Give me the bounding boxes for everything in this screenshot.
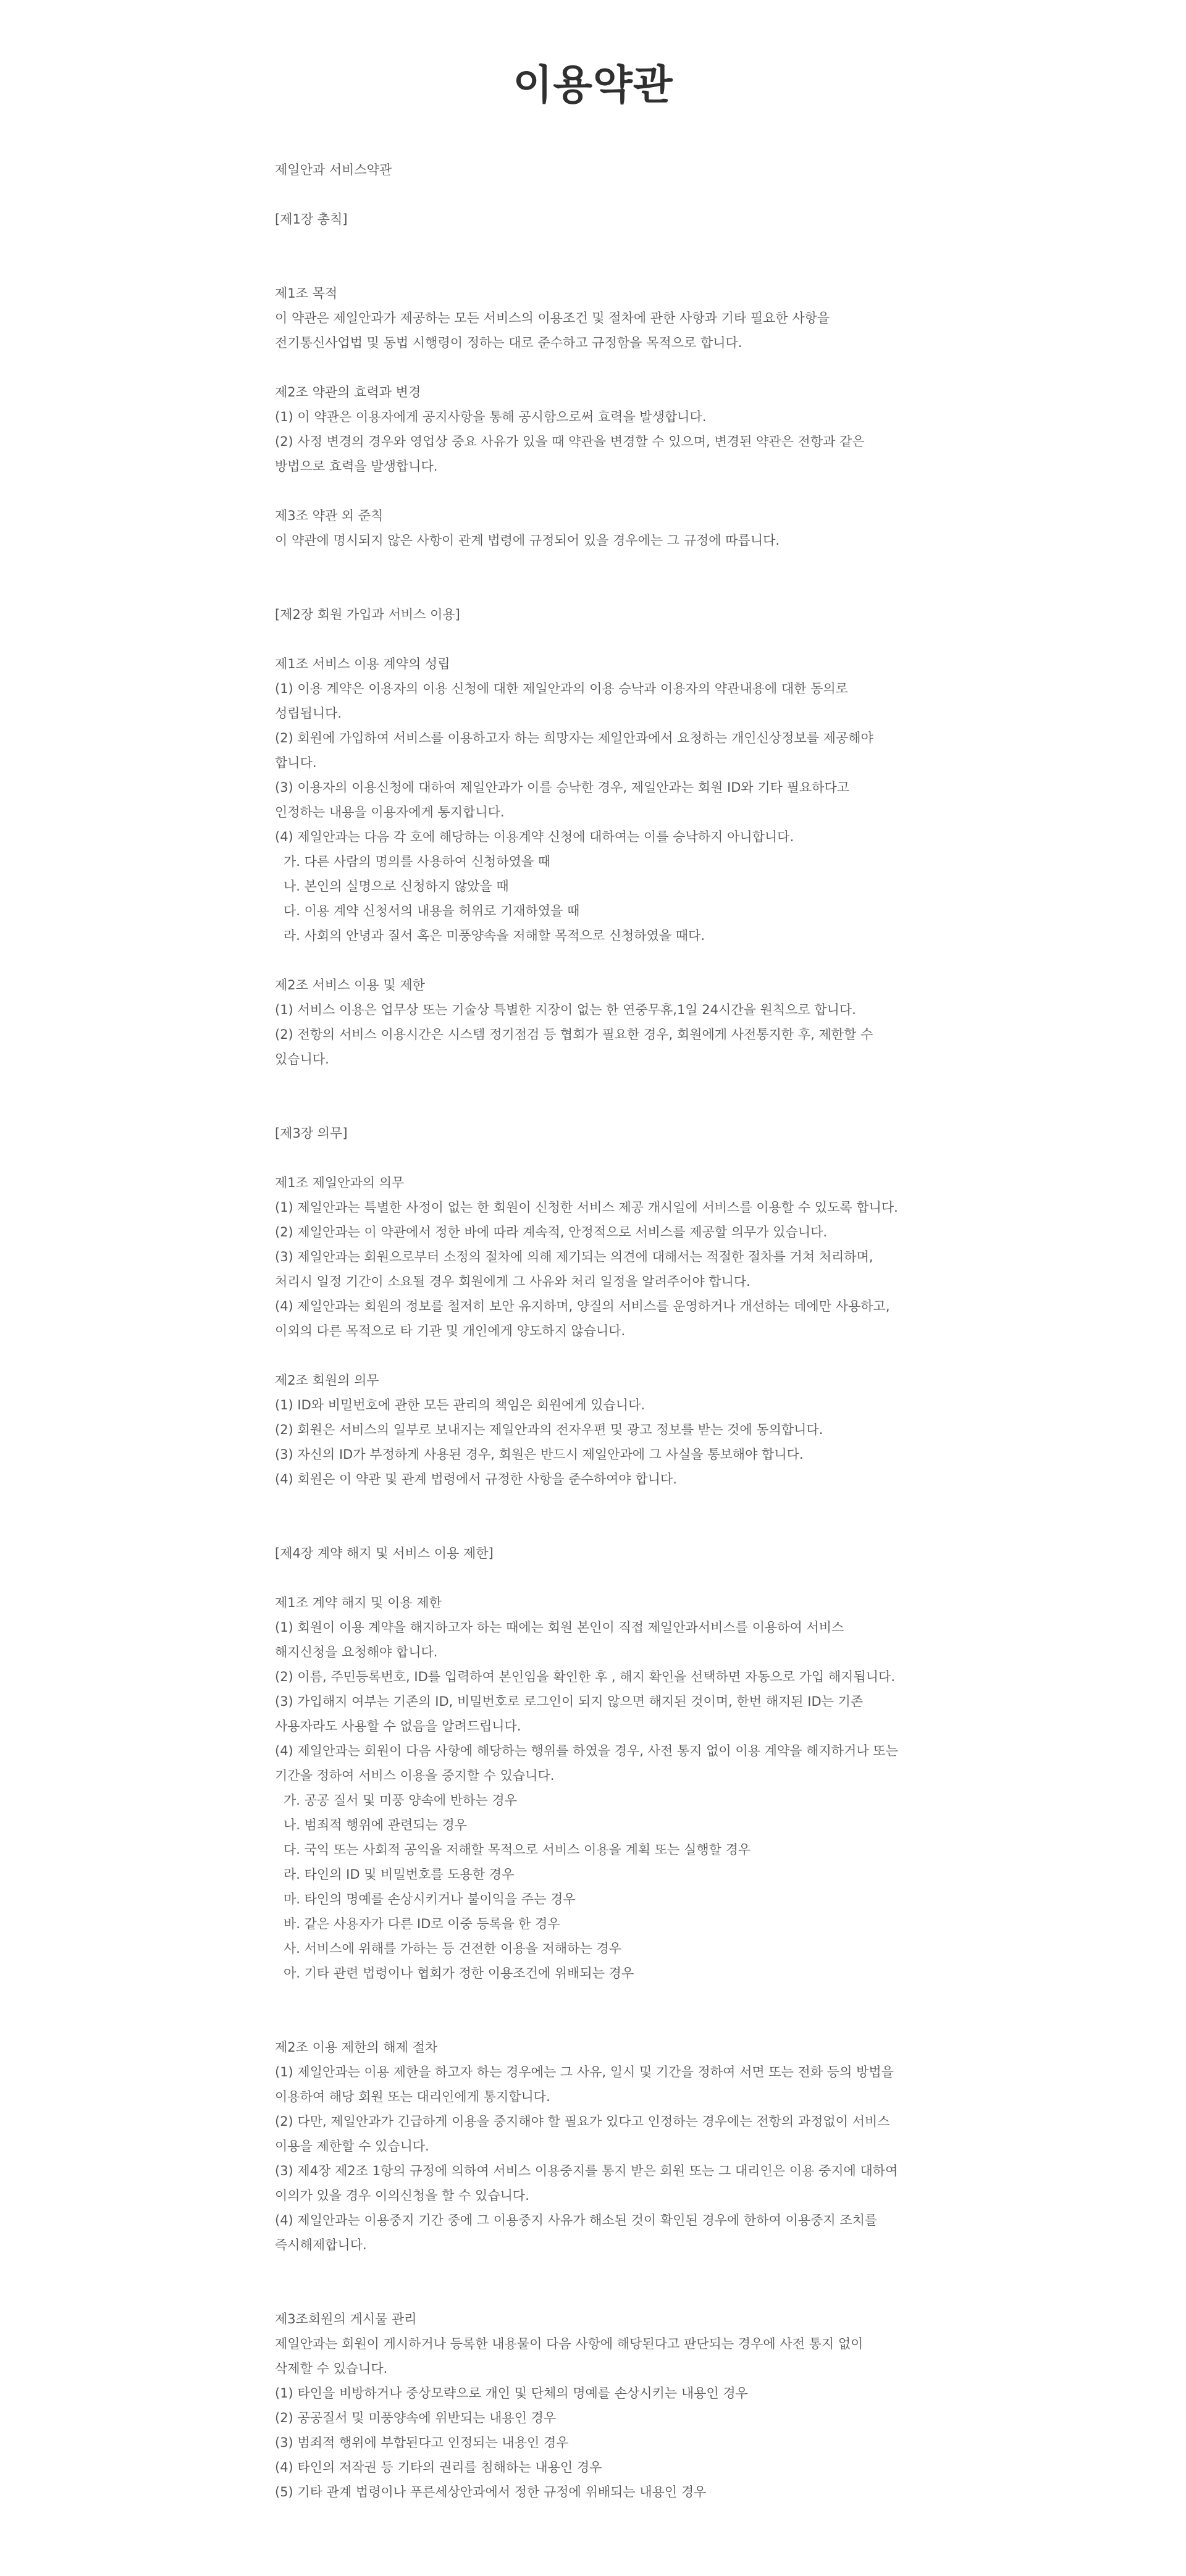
article-line: 삭제할 수 있습니다. xyxy=(275,2361,388,2376)
article-line: (2) 제일안과는 이 약관에서 정한 바에 따라 계속적, 안정적으로 서비스를 제공할 의무가 있습니다. xyxy=(275,1225,828,1240)
article-title: 제2조 회원의 의무 xyxy=(275,1373,379,1388)
article-subitem: 라. 사회의 안녕과 질서 혹은 미풍양속을 저해할 목적으로 신청하였을 때다. xyxy=(284,928,705,943)
article-line: (1) 회원이 이용 계약을 해지하고자 하는 때에는 회원 본인이 직접 제일안과서비스를 이용하여 서비스 xyxy=(275,1620,844,1635)
article-title: 제1조 서비스 이용 계약의 성립 xyxy=(275,657,450,671)
article-subitem: 가. 공공 질서 및 미풍 양속에 반하는 경우 xyxy=(284,1793,517,1808)
article-line: 이의가 있을 경우 이의신청을 할 수 있습니다. xyxy=(275,2188,529,2203)
article-title: 제1조 제일안과의 의무 xyxy=(275,1175,405,1190)
article-line: (1) ID와 비밀번호에 관한 모든 관리의 책임은 회원에게 있습니다. xyxy=(275,1398,646,1412)
article-line: (3) 범죄적 행위에 부합된다고 인정되는 내용인 경우 xyxy=(275,2435,569,2450)
article-subitem: 다. 국익 또는 사회적 공익을 저해할 목적으로 서비스 이용을 계획 또는 실행할 경우 xyxy=(284,1842,751,1857)
page-title: 이용약관 xyxy=(513,61,673,109)
article-line: (4) 제일안과는 이용중지 기간 중에 그 이용중지 사유가 해소된 것이 확인된 경우에 한하여 이용중지 조치를 xyxy=(275,2213,878,2228)
article-line: 합니다. xyxy=(275,755,317,770)
article-title: 제2조 약관의 효력과 변경 xyxy=(275,385,421,400)
chapter-title: [제1장 총칙] xyxy=(275,212,348,227)
article-line: (2) 회원은 서비스의 일부로 보내지는 제일안과의 전자우편 및 광고 정보를 받는 것에 동의합니다. xyxy=(275,1422,823,1437)
article-line: 전기통신사업법 및 동법 시행령이 정하는 대로 준수하고 규정함을 목적으로 합니다. xyxy=(275,335,742,350)
article-subitem: 라. 타인의 ID 및 비밀번호를 도용한 경우 xyxy=(284,1867,515,1882)
article-line: (1) 이용 계약은 이용자의 이용 신청에 대한 제일안과의 이용 승낙과 이용자의 약관내용에 대한 동의로 xyxy=(275,681,848,696)
chapter-title: [제2장 회원 가입과 서비스 이용] xyxy=(275,607,460,622)
article-line: 인정하는 내용을 이용자에게 통지합니다. xyxy=(275,805,505,820)
article-line: 이 약관은 제일안과가 제공하는 모든 서비스의 이용조건 및 절차에 관한 사항과 기타 필요한 사항을 xyxy=(275,311,830,325)
terms-document xyxy=(275,157,917,2504)
article-line: (1) 제일안과는 특별한 사정이 없는 한 회원이 신청한 서비스 제공 개시일에 서비스를 이용할 수 있도록 합니다. xyxy=(275,1200,898,1215)
document-heading: 제일안과 서비스약관 xyxy=(275,162,392,177)
article-subitem: 바. 같은 사용자가 다른 ID로 이중 등록을 한 경우 xyxy=(284,1916,560,1931)
article-subitem: 아. 기타 관련 법령이나 협회가 정한 이용조건에 위배되는 경우 xyxy=(284,1966,634,1981)
article-line: 이용을 제한할 수 있습니다. xyxy=(275,2139,429,2154)
article-line: 해지신청을 요청해야 합니다. xyxy=(275,1645,438,1659)
article-line: (4) 회원은 이 약관 및 관계 법령에서 규정한 사항을 준수하여야 합니다. xyxy=(275,1472,677,1487)
article-subitem: 나. 본인의 실명으로 신청하지 않았을 때 xyxy=(284,879,509,894)
article-line: 즉시해제합니다. xyxy=(275,2238,367,2252)
article-line: (2) 회원에 가입하여 서비스를 이용하고자 하는 희망자는 제일안과에서 요청하는 개인신상정보를 제공해야 xyxy=(275,731,873,745)
article-line: 사용자라도 사용할 수 없음을 알려드립니다. xyxy=(275,1719,521,1734)
article-title: 제3조회원의 게시물 관리 xyxy=(275,2312,417,2326)
article-line: 있습니다. xyxy=(275,1052,329,1067)
article-line: 기간을 정하여 서비스 이용을 중지할 수 있습니다. xyxy=(275,1768,555,1783)
article-title: 제3조 약관 외 준칙 xyxy=(275,508,384,523)
article-line: (1) 타인을 비방하거나 중상모략으로 개인 및 단체의 명예를 손상시키는 내용인 경우 xyxy=(275,2386,748,2401)
article-line: (4) 제일안과는 다음 각 호에 해당하는 이용계약 신청에 대하여는 이를 승낙하지 아니합니다. xyxy=(275,829,794,844)
article-subitem: 가. 다른 사람의 명의를 사용하여 신청하였을 때 xyxy=(284,854,551,869)
article-line: 이 약관에 명시되지 않은 사항이 관계 법령에 규정되어 있을 경우에는 그 규정에 따릅니다. xyxy=(275,533,780,548)
article-line: (4) 제일안과는 회원이 다음 사항에 해당하는 행위를 하였을 경우, 사전 통지 없이 이용 계약을 해지하거나 또는 xyxy=(275,1743,898,1758)
article-line: 성립됩니다. xyxy=(275,706,342,721)
article-line: 이외의 다른 목적으로 타 기관 및 개인에게 양도하지 않습니다. xyxy=(275,1324,626,1338)
article-line: (2) 다만, 제일안과가 긴급하게 이용을 중지해야 할 필요가 있다고 인정하는 경우에는 전항의 과정없이 서비스 xyxy=(275,2114,890,2129)
article-subitem: 다. 이용 계약 신청서의 내용을 허위로 기재하였을 때 xyxy=(284,904,580,918)
article-title: 제1조 목적 xyxy=(275,286,338,301)
article-subitem: 나. 범죄적 행위에 관련되는 경우 xyxy=(284,1818,468,1832)
article-line: (2) 이름, 주민등록번호, ID를 입력하여 본인임을 확인한 후 , 해지 확인을 선택하면 자동으로 가입 해지됩니다. xyxy=(275,1669,895,1684)
article-line: (2) 전항의 서비스 이용시간은 시스템 정기점검 등 협회가 필요한 경우, 회원에게 사전통지한 후, 제한할 수 xyxy=(275,1027,873,1042)
article-line: (5) 기타 관계 법령이나 푸른세상안과에서 정한 규정에 위배되는 내용인 경우 xyxy=(275,2485,707,2499)
article-line: (4) 타인의 저작권 등 기타의 권리를 침해하는 내용인 경우 xyxy=(275,2460,602,2475)
article-line: (1) 서비스 이용은 업무상 또는 기술상 특별한 지장이 없는 한 연중무휴,1일 24시간을 원칙으로 합니다. xyxy=(275,1002,856,1017)
article-line: (4) 제일안과는 회원의 정보를 철저히 보안 유지하며, 양질의 서비스를 운영하거나 개선하는 데에만 사용하고, xyxy=(275,1299,890,1314)
article-line: (3) 제4장 제2조 1항의 규정에 의하여 서비스 이용중지를 통지 받은 회원 또는 그 대리인은 이용 중지에 대하여 xyxy=(275,2163,898,2178)
article-line: (2) 사정 변경의 경우와 영업상 중요 사유가 있을 때 약관을 변경할 수 있으며, 변경된 약관은 전항과 같은 xyxy=(275,434,865,449)
article-line: 방법으로 효력을 발생합니다. xyxy=(275,459,438,474)
article-title: 제1조 계약 해지 및 이용 제한 xyxy=(275,1595,442,1610)
article-line: (1) 제일안과는 이용 제한을 하고자 하는 경우에는 그 사유, 일시 및 기간을 정하여 서면 또는 전화 등의 방법을 xyxy=(275,2065,894,2079)
article-line: (1) 이 약관은 이용자에게 공지사항을 통해 공시함으로써 효력을 발생합니다. xyxy=(275,409,707,424)
chapter-title: [제4장 계약 해지 및 서비스 이용 제한] xyxy=(275,1546,494,1561)
article-line: 처리시 일정 기간이 소요될 경우 회원에게 그 사유와 처리 일정을 알려주어야 합니다. xyxy=(275,1274,751,1289)
article-line: (3) 제일안과는 회원으로부터 소정의 절차에 의해 제기되는 의견에 대해서는 적절한 절차를 거쳐 처리하며, xyxy=(275,1249,873,1264)
article-line: 제일안과는 회원이 게시하거나 등록한 내용물이 다음 사항에 해당된다고 판단되는 경우에 사전 통지 없이 xyxy=(275,2336,864,2351)
article-line: (3) 이용자의 이용신청에 대하여 제일안과가 이를 승낙한 경우, 제일안과는 회원 ID와 기타 필요하다고 xyxy=(275,780,850,795)
article-subitem: 사. 서비스에 위해를 가하는 등 건전한 이용을 저해하는 경우 xyxy=(284,1941,621,1956)
article-line: 이용하여 해당 회원 또는 대리인에게 통지합니다. xyxy=(275,2089,550,2104)
article-line: (3) 가입해지 여부는 기존의 ID, 비밀번호로 로그인이 되지 않으면 해지된 것이며, 한번 해지된 ID는 기존 xyxy=(275,1694,864,1709)
article-subitem: 마. 타인의 명예를 손상시키거나 불이익을 주는 경우 xyxy=(284,1892,576,1907)
article-line: (3) 자신의 ID가 부정하게 사용된 경우, 회원은 반드시 제일안과에 그 사실을 통보해야 합니다. xyxy=(275,1447,804,1462)
article-title: 제2조 서비스 이용 및 제한 xyxy=(275,978,425,992)
article-line: (2) 공공질서 및 미풍양속에 위반되는 내용인 경우 xyxy=(275,2410,557,2425)
article-title: 제2조 이용 제한의 해제 절차 xyxy=(275,2040,438,2055)
chapter-title: [제3장 의무] xyxy=(275,1126,348,1141)
